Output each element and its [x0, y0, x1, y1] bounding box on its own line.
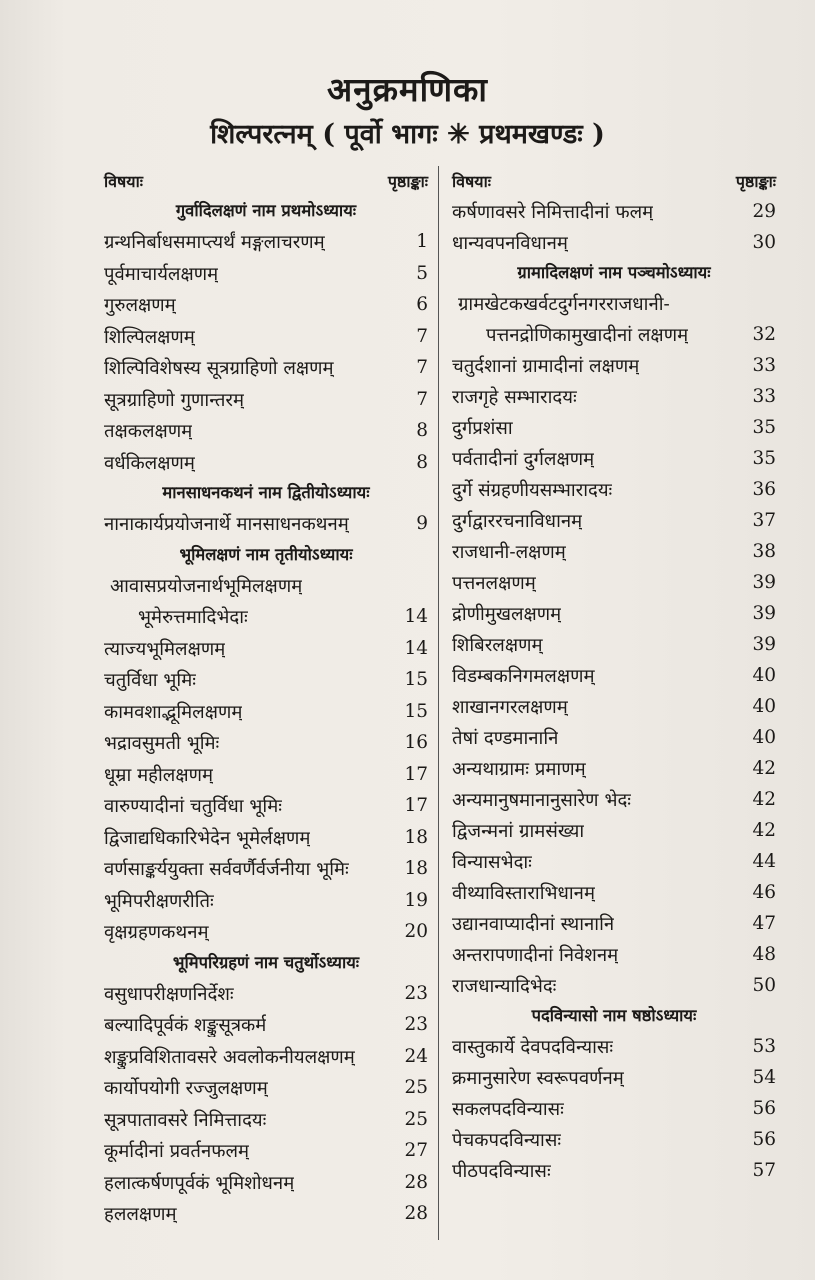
chapter-heading-2: मानसाधनकथनं नाम द्वितीयोऽध्यायः	[162, 483, 370, 502]
entry-title: कर्षणावसरे निमित्तादीनां फलम्	[452, 202, 654, 223]
chapter-heading-4: भूमिपरिग्रहणं नाम चतुर्थोऽध्यायः	[172, 952, 360, 972]
index-entry	[452, 660, 776, 691]
index-entry	[104, 1072, 428, 1104]
chapter-6-entries	[452, 1031, 776, 1186]
index-entry	[104, 916, 428, 948]
entry-title: पीठपदविन्यासः	[452, 1161, 551, 1182]
entry-page: 29	[752, 201, 776, 222]
index-entry	[104, 822, 428, 854]
index-entry	[452, 970, 776, 1001]
index-entry	[104, 1009, 428, 1041]
page-label: पृष्ठाङ्काः	[735, 172, 776, 191]
index-entry	[452, 443, 776, 474]
index-entry	[452, 536, 776, 567]
index-entry	[452, 227, 776, 258]
chapter-3-entries	[104, 633, 428, 948]
entry-page: 8	[416, 451, 428, 473]
chapter-4-entries	[104, 978, 428, 1230]
index-entry	[452, 815, 776, 846]
entry-title: अन्तरापणादीनां निवेशनम्	[452, 945, 619, 966]
entry-page: 30	[752, 232, 776, 253]
entry-page: 14	[404, 637, 428, 659]
entry-title: अन्यमानुषमानानुसारेण भेदः	[452, 790, 632, 811]
entry-page: 42	[752, 758, 776, 779]
entry-title: सकलपदविन्यासः	[452, 1099, 564, 1120]
entry-title: द्विजन्मनां ग्रामसंख्या	[452, 821, 585, 842]
entry-title: धान्यवपनविधानम्	[452, 233, 568, 254]
entry-page: 6	[416, 294, 428, 316]
entry-page: 35	[752, 417, 776, 438]
entry-title: क्रमानुसारेण स्वरूपवर्णनम्	[452, 1068, 624, 1089]
entry-page: 37	[752, 510, 776, 531]
chapter-5-entries	[452, 350, 776, 1001]
entry-title: कामवशाद्भूमिलक्षणम्	[104, 701, 243, 723]
index-entry	[104, 352, 428, 384]
chapter-1-entries	[104, 226, 428, 478]
entry-page: 18	[404, 826, 428, 848]
entry-page: 15	[404, 700, 428, 722]
index-entry	[452, 1062, 776, 1093]
entry-title: धूम्रा महीलक्षणम्	[104, 764, 214, 786]
entry-title: तेषां दण्डमानानि	[452, 728, 559, 749]
index-entry	[452, 846, 776, 877]
index-entry	[452, 1155, 776, 1186]
entry-page: 47	[752, 913, 776, 934]
chapter-4-continued-entries	[452, 196, 776, 258]
entry-title: शङ्कुप्रविशितावसरे अवलोकनीयलक्षणम्	[104, 1046, 355, 1068]
subject-label: विषयाः	[104, 172, 143, 191]
index-entry	[452, 908, 776, 939]
entry-page: 23	[404, 1014, 428, 1036]
entry-page: 16	[404, 732, 428, 754]
entry-title: शाखानगरलक्षणम्	[452, 697, 568, 718]
index-entry	[452, 381, 776, 412]
entry-title: चतुर्दशानां ग्रामादीनां लक्षणम्	[452, 356, 640, 377]
entry-title: दुर्गे संग्रहणीयसम्भारादयः	[452, 480, 613, 501]
index-entry	[104, 664, 428, 696]
index-entry	[104, 289, 428, 321]
index-entry	[104, 1104, 428, 1136]
index-entry	[452, 1031, 776, 1062]
column-divider	[438, 166, 439, 1240]
index-entry	[104, 258, 428, 290]
entry-title: वर्णसाङ्कर्ययुक्ता सर्ववर्णैर्वर्जनीया भूमिः	[104, 859, 349, 881]
entry-title: शिबिरलक्षणम्	[452, 635, 543, 656]
entry-title: वर्धकिलक्षणम्	[104, 452, 195, 474]
entry-title: राजगृहे सम्भारादयः	[452, 387, 577, 408]
index-entry	[104, 978, 428, 1010]
entry-page: 25	[404, 1108, 428, 1130]
index-entry	[452, 753, 776, 784]
index-entry	[452, 505, 776, 536]
index-entry	[104, 321, 428, 353]
entry-title: त्याज्यभूमिलक्षणम्	[104, 638, 226, 660]
chapter-heading-3: भूमिलक्षणं नाम तृतीयोऽध्यायः	[179, 544, 353, 564]
entry-title: शिल्पिलक्षणम्	[104, 326, 195, 348]
entry-title: दुर्गद्वाररचनाविधानम्	[452, 511, 583, 532]
index-entry	[104, 696, 428, 728]
index-entry	[452, 474, 776, 505]
entry-title: राजधान्यादिभेदः	[452, 976, 557, 997]
index-entry	[452, 196, 776, 227]
page-title: अनुक्रमणिका	[327, 70, 488, 109]
index-entry	[452, 350, 776, 381]
entry-title: राजधानी-लक्षणम्	[452, 542, 566, 563]
entry-title: भूमेरुत्तमादिभेदाः	[138, 607, 248, 629]
chapter-heading-5: ग्रामादिलक्षणं नाम पञ्चमोऽध्यायः	[517, 263, 711, 282]
entry-page: 39	[752, 603, 776, 624]
entry-title: आवासप्रयोजनार्थभूमिलक्षणम्	[110, 575, 303, 597]
entry-page: 39	[752, 634, 776, 655]
entry-title: कार्योपयोगी रज्जुलक्षणम्	[104, 1078, 268, 1100]
entry-title: दुर्गप्रशंसा	[452, 418, 513, 439]
left-column	[104, 166, 428, 1230]
entry-page: 24	[404, 1045, 428, 1067]
index-entry	[104, 790, 428, 822]
entry-page: 18	[404, 858, 428, 880]
entry-page: 56	[752, 1098, 776, 1119]
index-entry	[452, 784, 776, 815]
index-entry	[104, 1135, 428, 1167]
entry-title: वास्तुकार्ये देवपदविन्यासः	[452, 1037, 614, 1058]
index-entry	[104, 570, 428, 602]
index-entry	[104, 1167, 428, 1199]
index-entry	[452, 1093, 776, 1124]
entry-page: 25	[404, 1077, 428, 1099]
entry-page: 42	[752, 820, 776, 841]
entry-page: 38	[752, 541, 776, 562]
entry-title: उद्यानवाप्यादीनां स्थानानि	[452, 914, 615, 935]
entry-page: 15	[404, 669, 428, 691]
entry-page: 53	[752, 1036, 776, 1057]
entry-title: वसुधापरीक्षणनिर्देशः	[104, 983, 234, 1005]
index-entry	[452, 691, 776, 722]
entry-title: वीथ्याविस्ताराभिधानम्	[452, 883, 596, 904]
entry-page: 42	[752, 789, 776, 810]
entry-page: 7	[416, 388, 428, 410]
entry-page: 1	[416, 231, 428, 253]
left-column-header	[104, 166, 428, 196]
entry-title: ग्रन्थनिर्बाधसमाप्त्यर्थं मङ्गलाचरणम्	[104, 232, 325, 254]
index-entry	[452, 629, 776, 660]
entry-title: विन्यासभेदाः	[452, 852, 532, 873]
entry-page: 44	[752, 851, 776, 872]
entry-page: 17	[404, 763, 428, 785]
index-entry	[104, 226, 428, 258]
page-label: पृष्ठाङ्काः	[387, 172, 428, 191]
entry-title: चतुर्विधा भूमिः	[104, 670, 197, 692]
entry-title: पर्वतादीनां दुर्गलक्षणम्	[452, 449, 595, 470]
entry-page: 28	[404, 1171, 428, 1193]
entry-page: 7	[416, 325, 428, 347]
index-entry	[104, 727, 428, 759]
entry-title: सूत्रग्राहिणो गुणान्तरम्	[104, 389, 245, 411]
index-entry	[452, 288, 776, 319]
entry-page: 50	[752, 975, 776, 996]
entry-page: 14	[404, 606, 428, 628]
entry-title: द्रोणीमुखलक्षणम्	[452, 604, 562, 625]
index-entry	[104, 759, 428, 791]
entry-title: वृक्षग्रहणकथनम्	[104, 922, 209, 944]
index-entry	[452, 939, 776, 970]
entry-title: पूर्वमाचार्यलक्षणम्	[104, 263, 219, 285]
entry-page: 5	[416, 262, 428, 284]
entry-page: 40	[752, 727, 776, 748]
index-entry	[104, 601, 428, 633]
right-column	[452, 166, 776, 1186]
entry-page: 35	[752, 448, 776, 469]
subject-label: विषयाः	[452, 172, 491, 191]
index-entry	[104, 1198, 428, 1230]
index-entry	[104, 853, 428, 885]
entry-page: 48	[752, 944, 776, 965]
entry-page: 56	[752, 1129, 776, 1150]
entry-title: ग्रामखेटकखर्वटदुर्गनगरराजधानी-	[458, 294, 670, 315]
entry-title: भद्रावसुमती भूमिः	[104, 733, 220, 755]
entry-title: नानाकार्यप्रयोजनार्थे मानसाधनकथनम्	[104, 514, 349, 536]
page-subtitle: शिल्परत्नम् ( पूर्वो भागः ✳ प्रथमखण्डः )	[210, 119, 605, 150]
entry-title: पत्तनद्रोणिकामुखादीनां लक्षणम्	[486, 325, 689, 346]
index-entry	[452, 877, 776, 908]
entry-page: 17	[404, 795, 428, 817]
entry-page: 8	[416, 420, 428, 442]
entry-page: 20	[404, 921, 428, 943]
entry-title: पत्तनलक्षणम्	[452, 573, 536, 594]
entry-title: पेचकपदविन्यासः	[452, 1130, 562, 1151]
entry-title: बल्यादिपूर्वकं शङ्कुसूत्रकर्म	[104, 1015, 267, 1037]
index-entry	[452, 722, 776, 753]
entry-page: 7	[416, 357, 428, 379]
index-entry	[452, 567, 776, 598]
entry-title: कूर्मादीनां प्रवर्तनफलम्	[104, 1141, 250, 1163]
entry-page: 23	[404, 982, 428, 1004]
entry-title: सूत्रपातावसरे निमित्तादयः	[104, 1109, 267, 1131]
entry-title: भूमिपरीक्षणरीतिः	[104, 890, 214, 912]
index-entry	[452, 412, 776, 443]
entry-title: विडम्बकनिगमलक्षणम्	[452, 666, 595, 687]
index-entry	[452, 598, 776, 629]
entry-page: 46	[752, 882, 776, 903]
entry-page: 19	[404, 889, 428, 911]
entry-title: द्विजाद्यधिकारिभेदेन भूमेर्लक्षणम्	[104, 827, 311, 849]
entry-title: शिल्पिविशेषस्य सूत्रग्राहिणो लक्षणम्	[104, 358, 334, 380]
index-entry	[104, 633, 428, 665]
entry-page: 40	[752, 665, 776, 686]
index-entry	[452, 319, 776, 350]
chapter-heading-6: पदविन्यासो नाम षष्ठोऽध्यायः	[531, 1006, 697, 1025]
entry-page: 40	[752, 696, 776, 717]
index-entry	[452, 1124, 776, 1155]
index-entry	[104, 508, 428, 540]
entry-title: गुरुलक्षणम्	[104, 295, 176, 317]
entry-page: 28	[404, 1203, 428, 1225]
entry-page: 39	[752, 572, 776, 593]
index-entry	[104, 1041, 428, 1073]
entry-page: 57	[752, 1160, 776, 1181]
entry-page: 54	[752, 1067, 776, 1088]
entry-title: तक्षकलक्षणम्	[104, 421, 193, 443]
entry-title: हललक्षणम्	[104, 1204, 177, 1226]
entry-title: हलात्कर्षणपूर्वकं भूमिशोधनम्	[104, 1172, 295, 1194]
entry-page: 33	[752, 355, 776, 376]
entry-page: 9	[416, 513, 428, 535]
index-entry	[104, 885, 428, 917]
entry-title: वारुण्यादीनां चतुर्विधा भूमिः	[104, 796, 283, 818]
index-entry	[104, 415, 428, 447]
chapter-2-entries	[104, 508, 428, 540]
index-entry	[104, 447, 428, 479]
index-entry	[104, 384, 428, 416]
entry-page: 32	[752, 324, 776, 345]
entry-page: 27	[404, 1140, 428, 1162]
entry-page: 36	[752, 479, 776, 500]
chapter-heading-1: गुर्वादिलक्षणं नाम प्रथमोऽध्यायः	[175, 201, 357, 220]
entry-title: अन्यथाग्रामः प्रमाणम्	[452, 759, 586, 780]
right-column-header	[452, 166, 776, 196]
entry-page: 33	[752, 386, 776, 407]
